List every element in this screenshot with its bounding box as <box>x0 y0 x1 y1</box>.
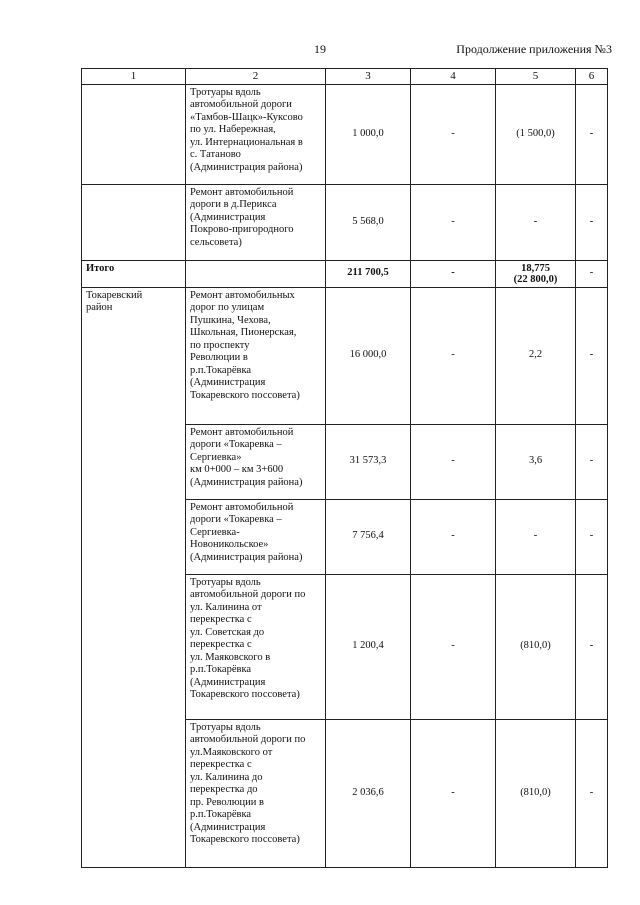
value-col3-cell: 16 000,0 <box>326 287 411 424</box>
column-header: 5 <box>496 69 576 85</box>
value-col5-cell: 18,775 (22 800,0) <box>496 260 576 287</box>
value-col6-cell: - <box>576 719 608 867</box>
value-col3-cell: 5 568,0 <box>326 184 411 260</box>
value-col3-cell: 31 573,3 <box>326 424 411 499</box>
value-col5-cell: 2,2 <box>496 287 576 424</box>
value-col4-cell: - <box>411 260 496 287</box>
value-col5-cell: (810,0) <box>496 719 576 867</box>
column-header: 1 <box>82 69 186 85</box>
table-row <box>82 184 608 260</box>
value-col5-cell: - <box>496 184 576 260</box>
column-header: 6 <box>576 69 608 85</box>
value-col4-cell: - <box>411 719 496 867</box>
work-description-cell: Ремонт автомобильной дороги «Токаревка – Сергиевка- Новоникольское» (Администрация района) <box>186 499 326 574</box>
district-cell <box>82 184 186 260</box>
work-description-cell <box>186 260 326 287</box>
appendix-table <box>81 68 608 868</box>
value-col6-cell: - <box>576 424 608 499</box>
district-cell: Итого <box>82 260 186 287</box>
table-row <box>82 84 608 184</box>
value-col6-cell: - <box>576 260 608 287</box>
header-row <box>82 69 608 85</box>
work-description-cell: Ремонт автомобильной дороги в д.Перикса (Администрация Покрово-пригородного сельсовета) <box>186 184 326 260</box>
value-col6-cell: - <box>576 287 608 424</box>
value-col4-cell: - <box>411 84 496 184</box>
district-cell <box>82 84 186 184</box>
value-col3-cell: 1 200,4 <box>326 574 411 719</box>
work-description-cell: Ремонт автомобильных дорог по улицам Пушкина, Чехова, Школьная, Пионерская, по проспекту Революции в р.п.Токарёвка (Администрация Токаревского поссовета) <box>186 287 326 424</box>
value-col4-cell: - <box>411 184 496 260</box>
value-col6-cell: - <box>576 499 608 574</box>
continuation-label: Продолжение приложения №3 <box>456 42 612 56</box>
page-number: 19 <box>314 42 326 56</box>
work-description-cell: Тротуары вдоль автомобильной дороги по ул.Маяковского от перекрестка с ул. Калинина до перекрестка до пр. Революции в р.п.Токарёвка (Администрация Токаревского поссовета) <box>186 719 326 867</box>
work-description-cell: Тротуары вдоль автомобильной дороги «Тамбов-Шацк»-Куксово по ул. Набережная, ул. Интернациональная в с. Татаново (Администрация района) <box>186 84 326 184</box>
value-col5-cell: (810,0) <box>496 574 576 719</box>
value-col6-cell: - <box>576 84 608 184</box>
column-header: 3 <box>326 69 411 85</box>
district-cell: Токаревский район <box>82 287 186 867</box>
value-col3-cell: 2 036,6 <box>326 719 411 867</box>
value-col3-cell: 7 756,4 <box>326 499 411 574</box>
value-col5-cell: (1 500,0) <box>496 84 576 184</box>
value-col4-cell: - <box>411 287 496 424</box>
value-col6-cell: - <box>576 574 608 719</box>
table-row <box>82 287 608 424</box>
value-col5-cell: - <box>496 499 576 574</box>
value-col5-cell: 3,6 <box>496 424 576 499</box>
work-description-cell: Ремонт автомобильной дороги «Токаревка – Сергиевка» км 0+000 – км 3+600 (Администрация района) <box>186 424 326 499</box>
work-description-cell: Тротуары вдоль автомобильной дороги по ул. Калинина от перекрестка с ул. Советская до перекрестка с ул. Маяковского в р.п.Токарёвка (Администрация Токаревского поссовета) <box>186 574 326 719</box>
value-col4-cell: - <box>411 574 496 719</box>
value-col4-cell: - <box>411 499 496 574</box>
value-col3-cell: 1 000,0 <box>326 84 411 184</box>
value-col4-cell: - <box>411 424 496 499</box>
column-header: 4 <box>411 69 496 85</box>
column-header: 2 <box>186 69 326 85</box>
value-col6-cell: - <box>576 184 608 260</box>
value-col3-cell: 211 700,5 <box>326 260 411 287</box>
total-row <box>82 260 608 287</box>
